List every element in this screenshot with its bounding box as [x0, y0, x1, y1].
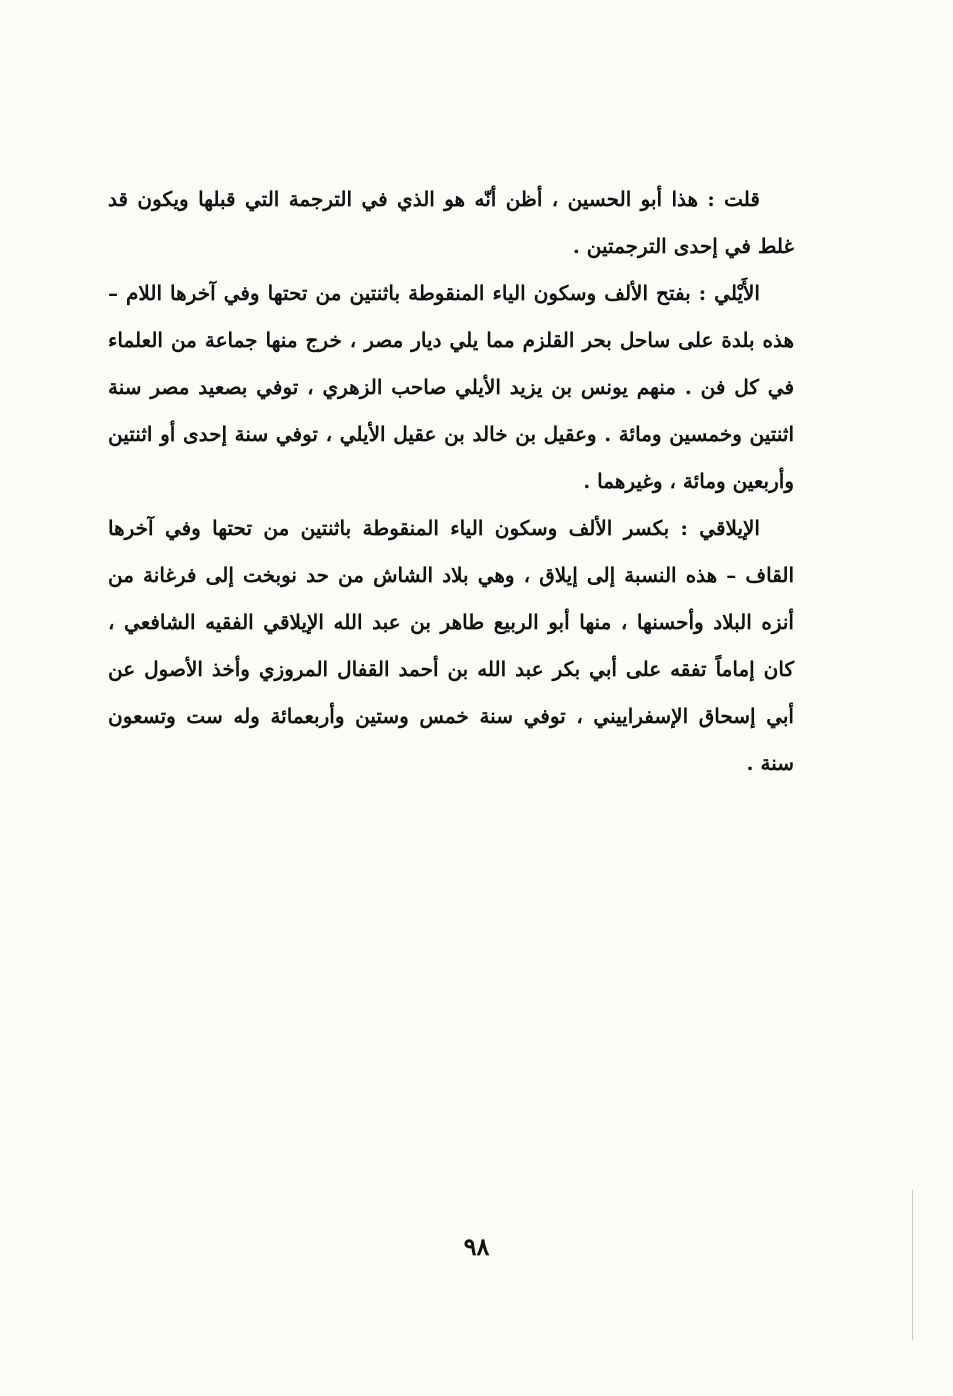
paragraph-text: : بفتح الألف وسكون الياء المنقوطة باثنتين من تحتها وفي آخرها اللام – هذه بلدة على ساحل بحر القلزم مما يلي ديار مصر ، خرج منها جماعة من العلماء في كل فن . منهم يونس بن يزيد الأيلي صاحب الزهري ، توفي بصعيد مصر سنة اثنتين وخمسين ومائة . وعقيل بن خالد بن عقيل الأيلي ، توفي سنة إحدى أو اثنتين وأربعين ومائة ، وغيرهما . [108, 281, 795, 493]
entry-term: الإيلاقي [699, 516, 760, 540]
paragraph-entry-ayli [108, 270, 794, 505]
page-number: ٩٨ [463, 1232, 490, 1261]
paragraph-entry-ilaqi [108, 505, 794, 787]
scan-margin-line [912, 1190, 913, 1340]
body-text [108, 176, 794, 787]
entry-term: الأَيْلي [714, 281, 760, 305]
paragraph-note [108, 176, 794, 270]
paragraph-text: : بكسر الألف وسكون الياء المنقوطة باثنتين من تحتها وفي آخرها القاف – هذه النسبة إلى إيلاق ، وهي بلاد الشاش من حد نوبخت إلى فرغانة من أنزه البلاد وأحسنها ، منها أبو الربيع طاهر بن عبد الله الإيلاقي الفقيه الشافعي ، كان إماماً تفقه على أبي بكر عبد الله بن أحمد القفال المروزي وأخذ الأصول عن أبي إسحاق الإسفراييني ، توفي سنة خمس وستين وأربعمائة وله ست وتسعون سنة . [108, 516, 794, 775]
paragraph-text: قلت : هذا أبو الحسين ، أظن أنّه هو الذي في الترجمة التي قبلها ويكون قد غلط في إحدى الترجمتين . [108, 187, 794, 258]
